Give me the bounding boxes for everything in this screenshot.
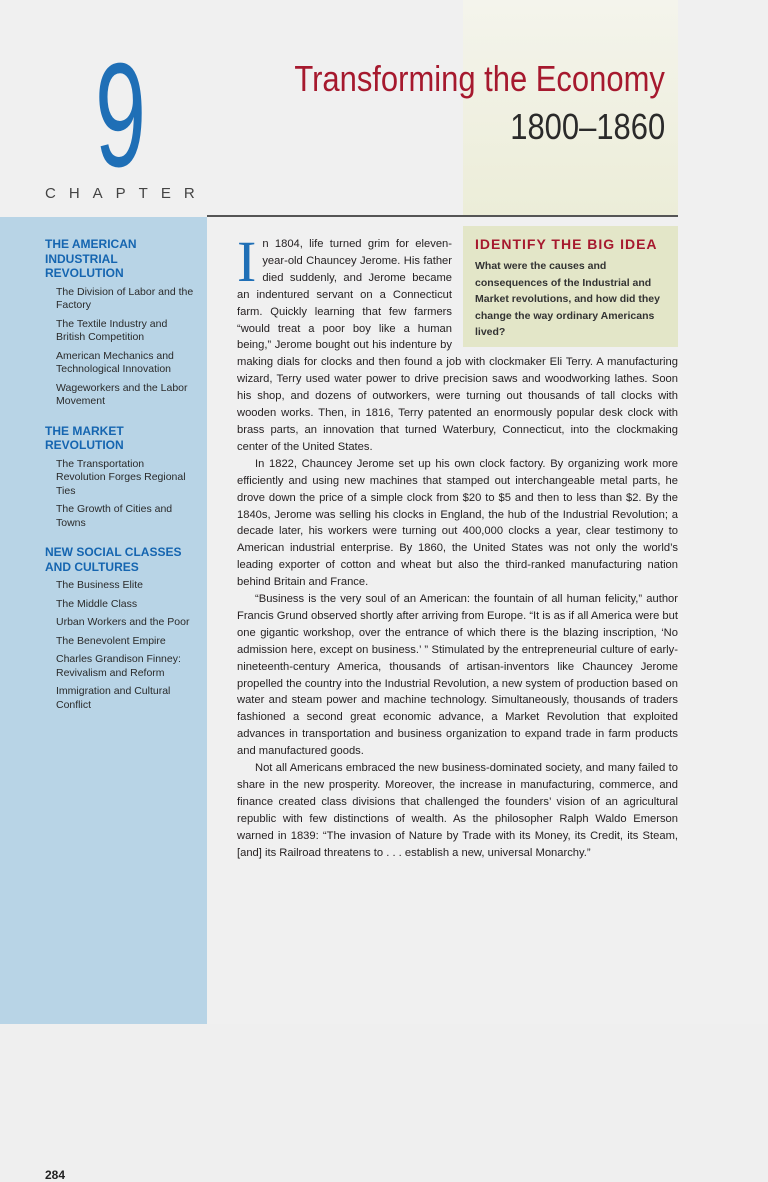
- chapter-outline-sidebar: [0, 217, 207, 1182]
- outline-section-heading[interactable]: THE MARKET REVOLUTION: [45, 423, 124, 452]
- chapter-body-text: [237, 229, 678, 862]
- chapter-number: 9: [95, 33, 144, 198]
- big-idea-heading: IDENTIFY THE BIG IDEA: [475, 236, 658, 252]
- outline-item[interactable]: The Textile Industry and British Competition: [56, 317, 168, 343]
- body-paragraph: In 1822, Chauncey Jerome set up his own clock factory. By organizing work more efficiently and using new machines that stamped out interchangeable metal parts, he drove down the price of a simple clock from $20 to $5 and then to less than $2. By the 1840s, Jerome was selling his clocks in England, the hub of the Industrial Revolution; a decade later, his workers were turning out 400,000 clocks a year, clear testimony to American industrial enterprise. By 1860, the United States was not only the world’s leading exporter of cotton and wheat but also the third-ranked manufacturing nation behind Britain and France.: [237, 457, 678, 589]
- outline-item[interactable]: The Growth of Cities and Towns: [56, 503, 173, 529]
- big-idea-question: What were the causes and consequences of the Industrial and Market revolutions, and how did they change the way ordinary Americans lived?: [475, 260, 660, 338]
- page-number: 284: [45, 1168, 66, 1182]
- paragraph-text: n 1804, life turned grim for eleven-year-old Chauncey Jerome. His father died suddenly, and Jerome became an indentured servant on a Connecticut farm. Quickly learning that few farmers “would treat a poor boy like a human being,” Jerome bought out his indenture by making dials for clocks and then found a job with clockmaker Eli Terry. A manufacturing wizard, Terry used water power to drive precision saws and woodworking lathes. Soon his shop, and dozens of outworkers, were turning out thousands of tall clocks with wooden works. Then, in 1816, Terry patented an enormously popular desk clock with brass parts, an innovation that turned Waterbury, Connecticut, into the clockmaking center of the United States.: [237, 238, 678, 453]
- outline-item[interactable]: Immigration and Cultural Conflict: [56, 685, 171, 711]
- chapter-years: 1800–1860: [510, 106, 665, 147]
- body-paragraph: Not all Americans embraced the new business-dominated society, and many failed to share in the new prosperity. Moreover, the increase in manufacturing, commerce, and finance created class divisions that challenged the founders’ vision of an agricultural republic with few distinctions of wealth. As the philosopher Ralph Waldo Emerson warned in 1839: “The invasion of Nature by Trade with its Money, its Credit, its Steam, [and] its Railroad threatens to . . . establish a new, universal Monarchy.”: [237, 762, 678, 859]
- outline-section-heading[interactable]: THE AMERICAN INDUSTRIAL REVOLUTION: [45, 237, 137, 280]
- outline-section-heading[interactable]: NEW SOCIAL CLASSES AND CULTURES: [45, 545, 182, 574]
- outline-item[interactable]: Charles Grandison Finney: Revivalism and Reform: [56, 653, 181, 679]
- chapter-outline: [45, 237, 195, 717]
- float-spacer: [452, 236, 678, 343]
- outline-item[interactable]: The Benevolent Empire: [56, 634, 166, 647]
- outline-item[interactable]: The Business Elite: [56, 579, 143, 591]
- outline-item[interactable]: The Middle Class: [56, 597, 138, 610]
- header-rule: [207, 215, 678, 217]
- chapter-label: CHAPTER: [45, 185, 208, 202]
- body-paragraph: “Business is the very soul of an American: the fountain of all human felicity,” author Francis Grund observed shortly after arriving from Europe. “It is as if all America were but one gigantic workshop, over the entrance of which there is the blazing inscription, ‘No admission here, except on business.’ ” Stimulated by the entrepreneurial culture of early-nineteenth-century America, thousands of artisan-inventors like Chauncey Jerome propelled the country into the Industrial Revolution, a new system of production based on water and steam power and machine technology. Simultaneously, thousands of traders fashioned a second great economic advance, a Market Revolution that exploited advances in transportation and business organization to expand trade in farm products and manufactured goods.: [237, 593, 678, 758]
- outline-item[interactable]: Urban Workers and the Poor: [56, 616, 190, 628]
- drop-cap: I: [237, 229, 257, 294]
- outline-item[interactable]: The Division of Labor and the Factory: [56, 285, 194, 311]
- outline-item[interactable]: Wageworkers and the Labor Movement: [56, 381, 188, 407]
- outline-item[interactable]: American Mechanics and Technological Innovation: [56, 349, 174, 375]
- chapter-title: Transforming the Economy: [294, 58, 665, 99]
- outline-item[interactable]: The Transportation Revolution Forges Regional Ties: [56, 457, 186, 497]
